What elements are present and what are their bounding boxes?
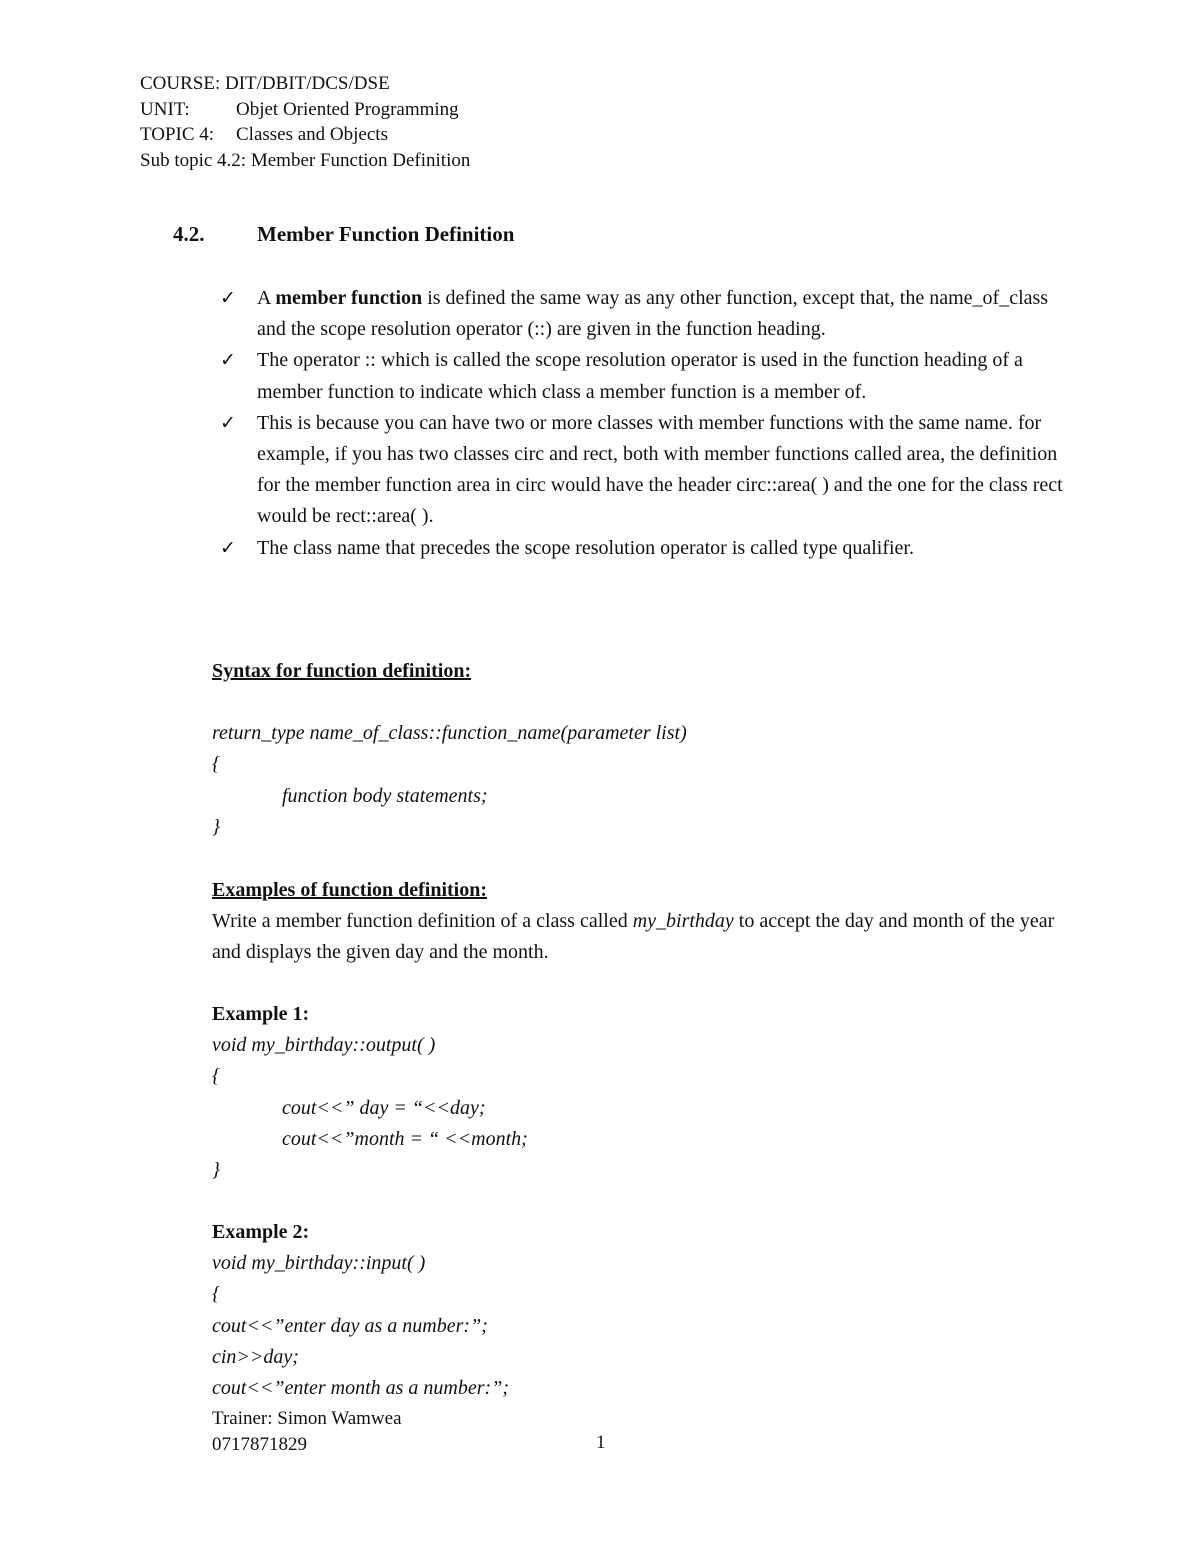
footer-phone: 0717871829 [212, 1434, 307, 1455]
example2-line2: cin>>day; [212, 1345, 299, 1368]
footer-trainer: Trainer: Simon Wamwea [212, 1408, 402, 1429]
subtopic-line: Sub topic 4.2: Member Function Definition [140, 150, 471, 171]
example2-heading: Example 2: [212, 1221, 310, 1243]
list-item [220, 283, 1080, 345]
example1-block [212, 999, 528, 1186]
unit-value: Objet Oriented Programming [236, 99, 459, 120]
examples-block [212, 875, 1062, 969]
bullet-text-bold: member function [275, 287, 423, 309]
example2-block [212, 1217, 509, 1404]
section-title: Member Function Definition [257, 222, 515, 246]
example2-signature: void my_birthday::input( ) [212, 1252, 426, 1275]
syntax-signature: return_type name_of_class::function_name(parameter list) [212, 722, 687, 745]
example2-open-brace: { [212, 1283, 220, 1306]
examples-desc-class: my_birthday [632, 910, 734, 933]
course-label: COURSE: [140, 73, 221, 94]
bullet-list [220, 283, 1080, 564]
section-number: 4.2. [173, 222, 205, 246]
course-value: DIT/DBIT/DCS/DSE [225, 73, 390, 94]
check-icon: ✓ [220, 536, 236, 559]
example1-close-brace: } [212, 1159, 220, 1182]
topic-line [140, 122, 388, 148]
bullet-text-post: is defined the same way as any other function, except that, the name_of_class and the scope resolution operator (::) are given in the function heading. [257, 287, 1049, 341]
check-icon: ✓ [220, 349, 236, 372]
example1-heading: Example 1: [212, 1003, 310, 1025]
syntax-block [212, 656, 687, 843]
example2-line1: cout<<”enter day as a number:”; [212, 1314, 488, 1337]
syntax-body: function body statements; [282, 784, 488, 807]
syntax-close-brace: } [212, 815, 220, 838]
topic-label: TOPIC 4: [140, 124, 215, 145]
example1-line1: cout<<” day = “<<day; [282, 1096, 486, 1119]
example1-line2: cout<<”month = “ <<month; [282, 1127, 528, 1150]
example1-signature: void my_birthday::output( ) [212, 1034, 436, 1057]
page-number: 1 [596, 1432, 606, 1453]
examples-description [212, 906, 1062, 968]
bullet-text: The operator :: which is called the scope resolution operator is used in the function heading of a member function to indicate which class a member function is a member of. [257, 349, 1023, 403]
list-item [220, 345, 1080, 407]
bullet-text: The class name that precedes the scope resolution operator is called type qualifier. [257, 536, 914, 559]
bullet-text-pre: A [257, 287, 276, 309]
syntax-open-brace: { [212, 753, 220, 776]
examples-desc-pre: Write a member function definition of a class called [212, 910, 633, 933]
examples-heading: Examples of function definition: [212, 879, 488, 901]
list-item [220, 408, 1080, 533]
list-item [220, 533, 1080, 564]
check-icon: ✓ [220, 411, 236, 434]
syntax-heading: Syntax for function definition: [212, 660, 472, 682]
check-icon: ✓ [220, 287, 236, 309]
topic-value: Classes and Objects [236, 124, 388, 145]
example1-open-brace: { [212, 1065, 220, 1088]
page-footer [212, 1406, 402, 1458]
examples-desc-post: to accept the day and month of the year and displays the given day and the month. [212, 910, 1055, 964]
bullet-text: This is because you can have two or more classes with member functions with the same name. for example, if you has two classes circ and rect, both with member functions called area, the definition for the member function area in circ would have the header circ::area( ) and the one for the class rect would be rect::area( ). [257, 411, 1063, 528]
unit-label: UNIT: [140, 99, 190, 120]
course-line [140, 71, 390, 97]
example2-line3: cout<<”enter month as a number:”; [212, 1377, 509, 1400]
unit-line [140, 97, 459, 123]
